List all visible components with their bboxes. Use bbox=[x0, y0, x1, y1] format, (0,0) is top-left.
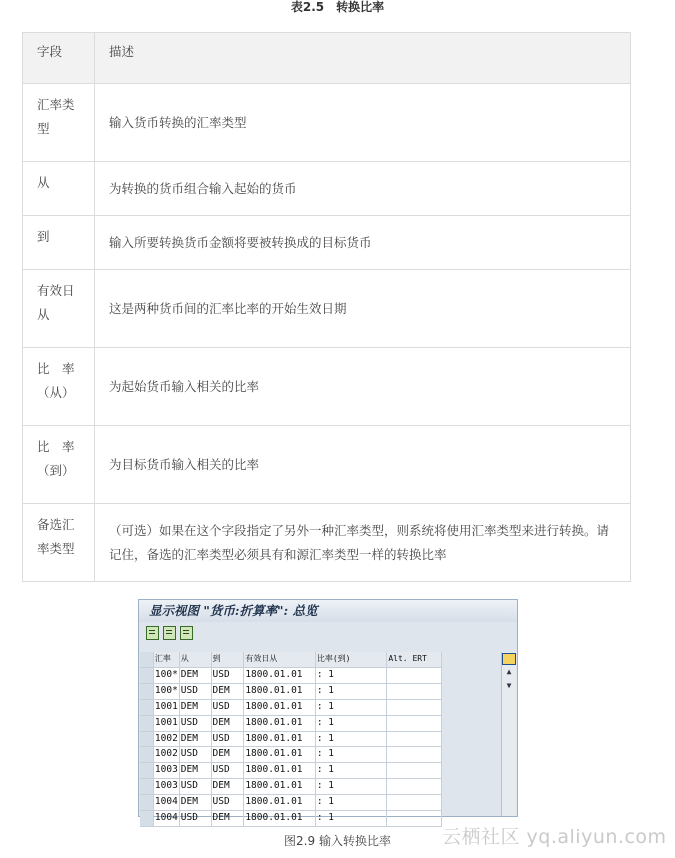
table-row bbox=[140, 732, 442, 748]
grid-cell[interactable]: DEM bbox=[212, 779, 245, 794]
header-desc: 描述 bbox=[95, 33, 631, 84]
grid-cell[interactable]: USD bbox=[180, 811, 212, 826]
grid-cell[interactable] bbox=[387, 716, 442, 731]
grid-cell[interactable]: DEM bbox=[180, 795, 212, 810]
scroll-down-icon[interactable]: ▼ bbox=[506, 681, 512, 690]
sap-window-title: 显示视图 "货币:折算率": 总览 bbox=[139, 600, 517, 622]
grid-cell[interactable] bbox=[387, 779, 442, 794]
scroll-up-icon[interactable]: ▲ bbox=[506, 667, 512, 676]
col-header: Alt. ERT bbox=[387, 652, 442, 667]
grid-cell[interactable]: DEM bbox=[180, 763, 212, 778]
select-all-icon[interactable] bbox=[163, 626, 176, 640]
table-row bbox=[140, 795, 442, 811]
table-row bbox=[140, 779, 442, 795]
grid-cell[interactable]: : 1 bbox=[316, 716, 388, 731]
desc-cell: 为起始货币输入相关的比率 bbox=[95, 348, 631, 426]
row-selector[interactable] bbox=[140, 700, 154, 715]
grid-header-row bbox=[140, 652, 442, 668]
watermark: 云栖社区 yq.aliyun.com bbox=[442, 826, 667, 848]
table-row bbox=[23, 270, 631, 348]
table-row bbox=[23, 162, 631, 216]
table-row bbox=[23, 426, 631, 504]
grid-cell[interactable]: 1800.01.01 bbox=[244, 700, 316, 715]
grid-cell[interactable]: 1800.01.01 bbox=[244, 811, 316, 826]
field-cell: 比 率（到） bbox=[23, 426, 95, 504]
row-selector[interactable] bbox=[140, 795, 154, 810]
grid-cell[interactable]: 1800.01.01 bbox=[244, 795, 316, 810]
table-row bbox=[140, 763, 442, 779]
field-description-table bbox=[22, 32, 631, 582]
row-selector[interactable] bbox=[140, 668, 154, 683]
grid-cell[interactable]: DEM bbox=[180, 732, 212, 747]
grid-cell[interactable]: DEM bbox=[180, 668, 212, 683]
grid-cell[interactable]: : 1 bbox=[316, 732, 388, 747]
grid-cell[interactable]: : 1 bbox=[316, 700, 388, 715]
grid-cell[interactable]: USD bbox=[212, 700, 245, 715]
row-selector[interactable] bbox=[140, 716, 154, 731]
desc-cell: （可选）如果在这个字段指定了另外一种汇率类型，则系统将使用汇率类型来进行转换。请记住，备选的汇率类型必须具有和源汇率类型一样的转换比率 bbox=[95, 504, 631, 582]
table-row bbox=[140, 716, 442, 732]
field-cell: 汇率类型 bbox=[23, 84, 95, 162]
grid-cell[interactable]: USD bbox=[180, 716, 212, 731]
grid-cell[interactable]: 1003 bbox=[154, 779, 180, 794]
table-row bbox=[140, 700, 442, 716]
table-row bbox=[140, 668, 442, 684]
table-row bbox=[23, 216, 631, 270]
grid-cell[interactable] bbox=[387, 811, 442, 826]
grid-cell[interactable]: 1800.01.01 bbox=[244, 732, 316, 747]
details-icon[interactable] bbox=[146, 626, 159, 640]
grid-cell[interactable]: USD bbox=[212, 795, 245, 810]
col-header: 从 bbox=[180, 652, 212, 667]
grid-cell[interactable]: : 1 bbox=[316, 795, 388, 810]
table-row bbox=[23, 504, 631, 582]
row-selector[interactable] bbox=[140, 763, 154, 778]
grid-cell[interactable]: : 1 bbox=[316, 684, 388, 699]
row-selector[interactable] bbox=[140, 684, 154, 699]
grid-cell[interactable]: 1800.01.01 bbox=[244, 716, 316, 731]
grid-cell[interactable]: 1800.01.01 bbox=[244, 668, 316, 683]
grid-cell[interactable]: USD bbox=[212, 668, 245, 683]
grid-cell[interactable]: USD bbox=[212, 732, 245, 747]
table-caption: 表2.5 转换比率 bbox=[290, 0, 385, 14]
grid-cell[interactable] bbox=[387, 684, 442, 699]
grid-cell[interactable]: : 1 bbox=[316, 779, 388, 794]
grid-cell[interactable]: 1004 bbox=[154, 811, 180, 826]
grid-cell[interactable]: 1800.01.01 bbox=[244, 779, 316, 794]
grid-cell[interactable]: 1001 bbox=[154, 700, 180, 715]
sap-screenshot bbox=[138, 599, 518, 824]
grid-cell[interactable]: USD bbox=[180, 684, 212, 699]
grid-cell[interactable]: : 1 bbox=[316, 811, 388, 826]
grid-cell[interactable]: DEM bbox=[212, 747, 245, 762]
grid-cell[interactable] bbox=[387, 795, 442, 810]
grid-cell[interactable]: DEM bbox=[212, 716, 245, 731]
grid-cell[interactable]: 1004 bbox=[154, 795, 180, 810]
grid-cell[interactable] bbox=[387, 747, 442, 762]
col-header: 到 bbox=[212, 652, 245, 667]
grid-cell[interactable]: 1001 bbox=[154, 716, 180, 731]
vertical-scrollbar[interactable] bbox=[501, 652, 516, 816]
table-row bbox=[23, 348, 631, 426]
grid-cell[interactable]: USD bbox=[180, 779, 212, 794]
desc-cell: 为目标货币输入相关的比率 bbox=[95, 426, 631, 504]
grid-cell[interactable] bbox=[387, 763, 442, 778]
table-row bbox=[140, 811, 442, 827]
desc-cell: 为转换的货币组合输入起始的货币 bbox=[95, 162, 631, 216]
grid-cell[interactable]: : 1 bbox=[316, 747, 388, 762]
table-row bbox=[140, 684, 442, 700]
grid-cell[interactable]: 100* bbox=[154, 684, 180, 699]
table-row bbox=[23, 84, 631, 162]
grid-cell[interactable]: : 1 bbox=[316, 763, 388, 778]
grid-cell[interactable]: 1800.01.01 bbox=[244, 747, 316, 762]
table-settings-icon[interactable] bbox=[502, 653, 516, 665]
sap-toolbar bbox=[139, 622, 517, 644]
desc-cell: 输入所要转换货币金额将要被转换成的目标货币 bbox=[95, 216, 631, 270]
desc-cell: 输入货币转换的汇率类型 bbox=[95, 84, 631, 162]
grid-cell[interactable]: 100* bbox=[154, 668, 180, 683]
grid-cell[interactable]: USD bbox=[212, 763, 245, 778]
col-header: 汇率 bbox=[154, 652, 180, 667]
field-cell: 备选汇率类型 bbox=[23, 504, 95, 582]
header-field: 字段 bbox=[23, 33, 95, 84]
grid-cell[interactable]: DEM bbox=[212, 811, 245, 826]
grid-cell[interactable]: : 1 bbox=[316, 668, 388, 683]
desc-cell: 这是两种货币间的汇率比率的开始生效日期 bbox=[95, 270, 631, 348]
row-selector[interactable] bbox=[140, 747, 154, 762]
grid-cell[interactable] bbox=[387, 668, 442, 683]
grid-cell[interactable] bbox=[387, 732, 442, 747]
col-header: 有效日从 bbox=[244, 652, 316, 667]
table-header-row bbox=[23, 33, 631, 84]
deselect-all-icon[interactable] bbox=[180, 626, 193, 640]
grid-cell[interactable] bbox=[387, 700, 442, 715]
row-selector[interactable] bbox=[140, 779, 154, 794]
grid-cell[interactable]: 1800.01.01 bbox=[244, 684, 316, 699]
grid-cell[interactable]: DEM bbox=[180, 700, 212, 715]
field-cell: 从 bbox=[23, 162, 95, 216]
table-row bbox=[140, 747, 442, 763]
grid-cell[interactable]: 1003 bbox=[154, 763, 180, 778]
grid-cell[interactable]: 1002 bbox=[154, 732, 180, 747]
field-cell: 有效日从 bbox=[23, 270, 95, 348]
grid-cell[interactable]: DEM bbox=[212, 684, 245, 699]
row-selector[interactable] bbox=[140, 811, 154, 826]
row-selector[interactable] bbox=[140, 732, 154, 747]
col-header: 比率(到) bbox=[316, 652, 388, 667]
figure-caption: 图2.9 输入转换比率 bbox=[284, 834, 391, 848]
field-cell: 到 bbox=[23, 216, 95, 270]
grid-cell[interactable]: USD bbox=[180, 747, 212, 762]
rate-grid bbox=[140, 652, 442, 824]
field-cell: 比 率（从） bbox=[23, 348, 95, 426]
grid-cell[interactable]: 1800.01.01 bbox=[244, 763, 316, 778]
select-all-cell[interactable] bbox=[140, 652, 154, 667]
grid-cell[interactable]: 1002 bbox=[154, 747, 180, 762]
